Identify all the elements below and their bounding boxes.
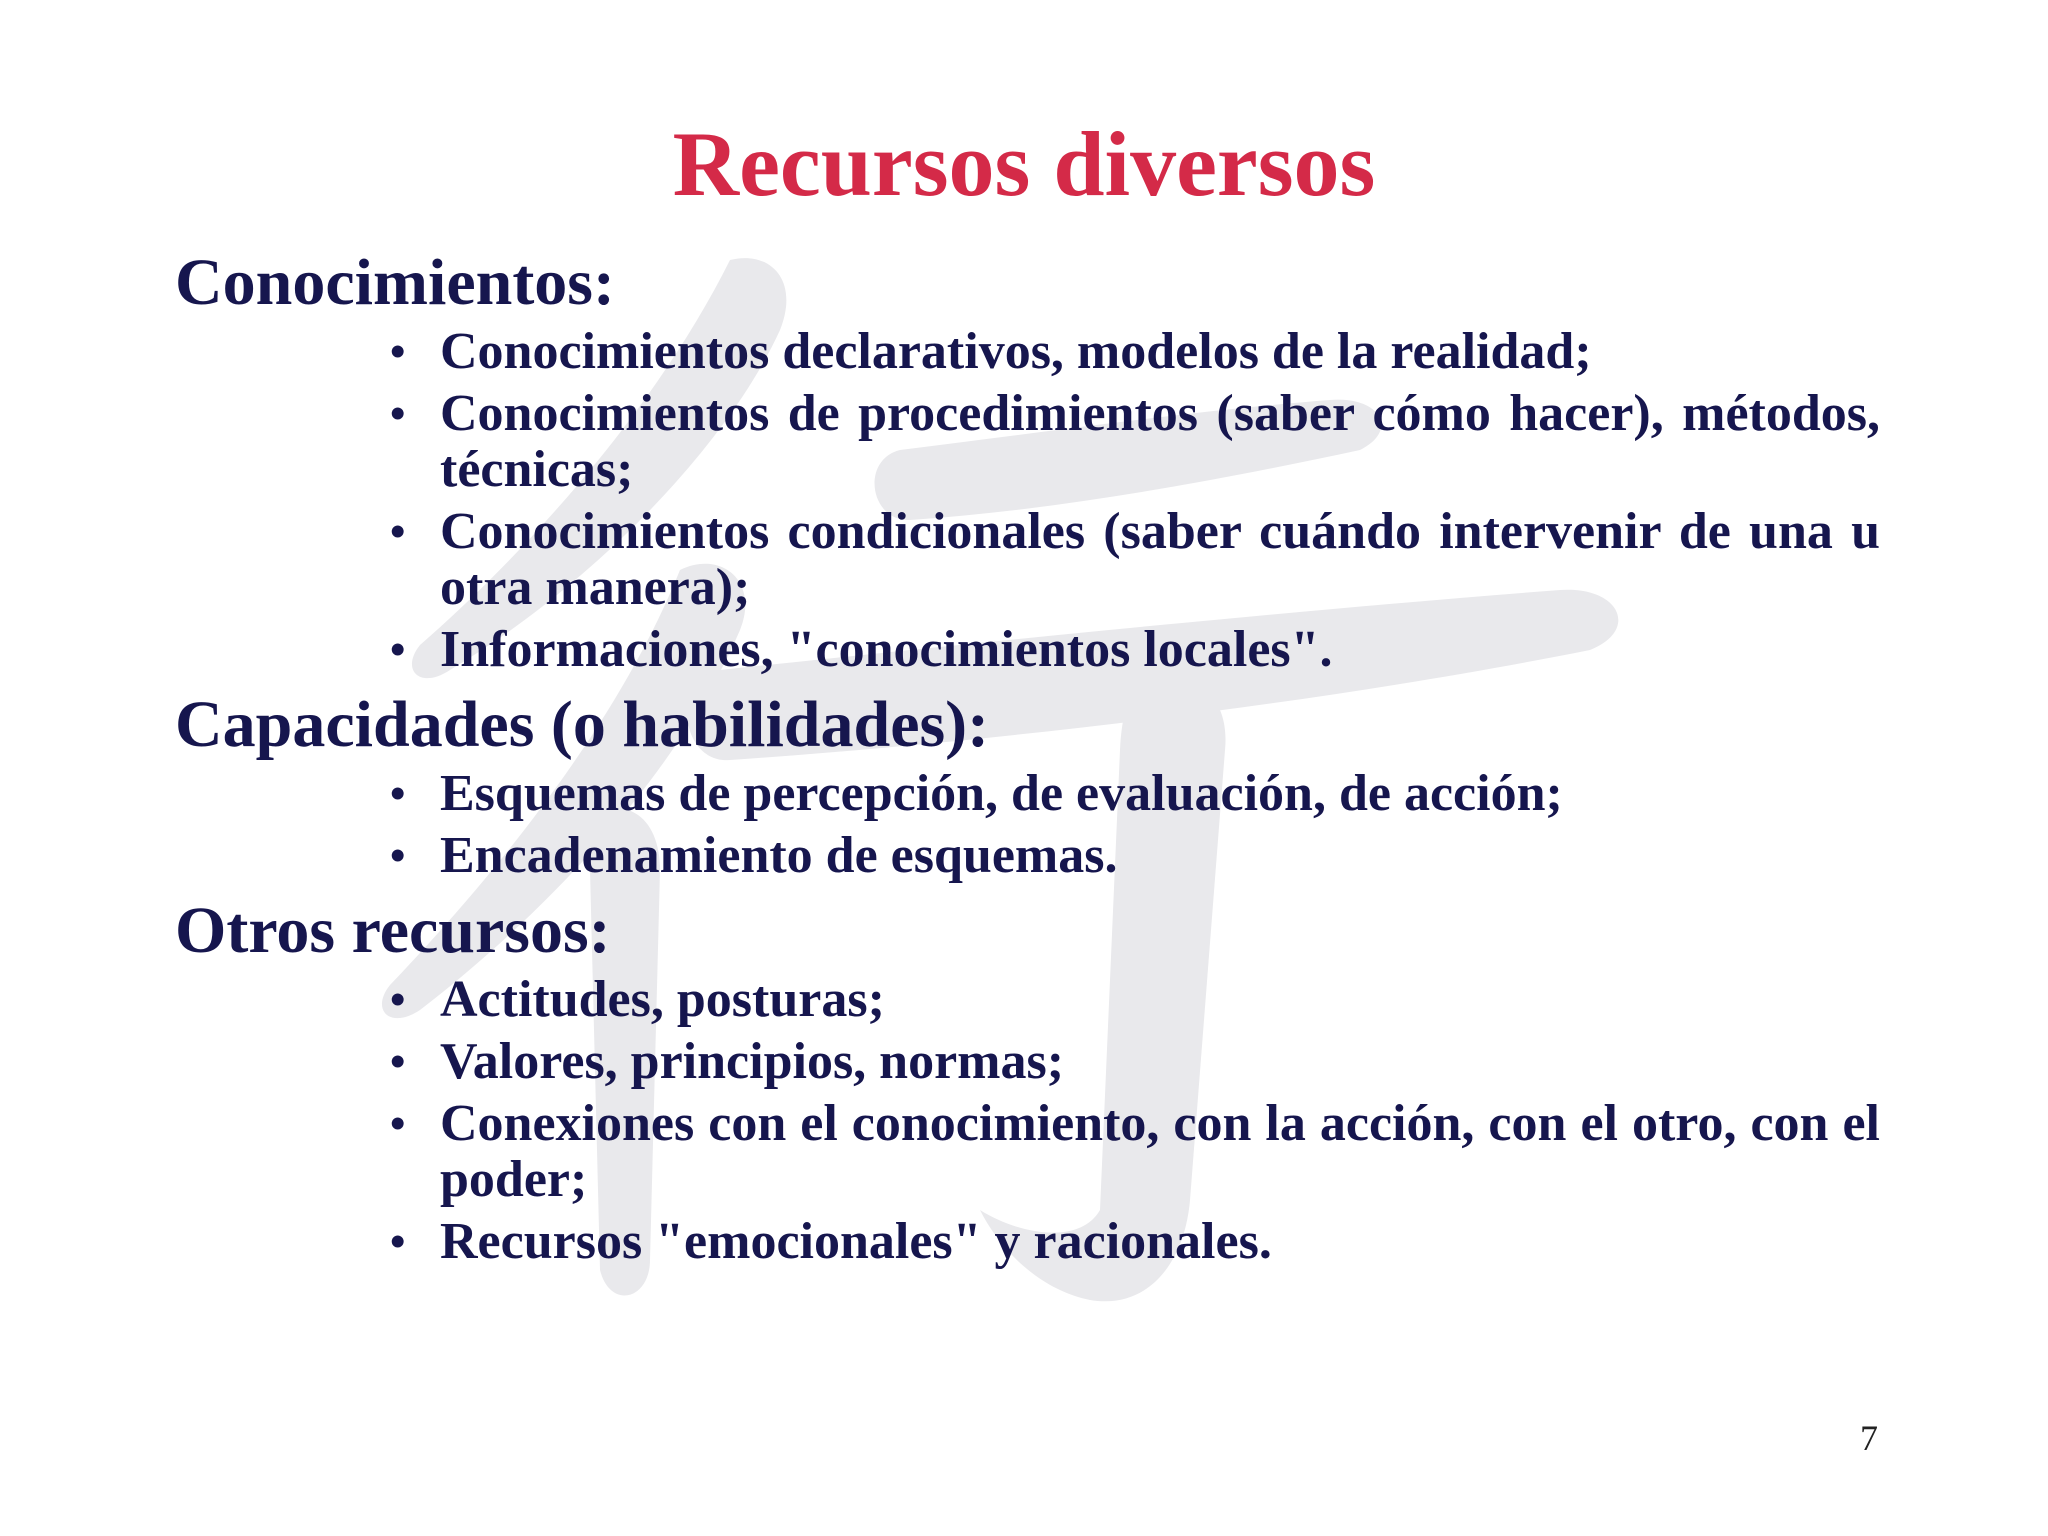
list-item — [390, 1213, 1880, 1270]
bullet-icon: • — [390, 1037, 406, 1086]
bullet-icon: • — [390, 975, 406, 1024]
bullet-icon: • — [390, 507, 406, 556]
section-heading: Conocimientos: — [175, 246, 615, 319]
bullet-list — [175, 324, 1880, 678]
list-item-text: Conocimientos condicionales (saber cuándo intervenir de una u otra manera); — [440, 503, 1880, 616]
list-item-text: Esquemas de percepción, de evaluación, de acción; — [440, 765, 1563, 822]
section-heading: Capacidades (o habilidades): — [175, 688, 990, 761]
list-item — [390, 503, 1880, 616]
list-item — [390, 385, 1880, 498]
bullet-list — [175, 972, 1880, 1270]
list-item — [390, 765, 1880, 822]
list-item — [390, 621, 1880, 678]
bullet-icon: • — [390, 769, 406, 818]
list-item-text: Conocimientos declarativos, modelos de la realidad; — [440, 323, 1592, 380]
bullet-icon: • — [390, 1217, 406, 1266]
slide-title: Recursos diversos — [672, 113, 1376, 215]
list-item — [390, 827, 1880, 884]
list-item-text: Actitudes, posturas; — [440, 971, 885, 1028]
section-capacidades — [175, 690, 1880, 884]
bullet-icon: • — [390, 327, 406, 376]
list-item — [390, 1033, 1880, 1090]
list-item-text: Conocimientos de procedimientos (saber cómo hacer), métodos, técnicas; — [440, 385, 1880, 498]
slide-content — [175, 248, 1880, 1270]
list-item-text: Encadenamiento de esquemas. — [440, 827, 1118, 884]
section-conocimientos — [175, 248, 1880, 678]
list-item — [390, 971, 1880, 1028]
list-item — [390, 1095, 1880, 1208]
bullet-list — [175, 766, 1880, 884]
list-item-text: Valores, principios, normas; — [440, 1033, 1065, 1090]
section-otros-recursos — [175, 896, 1880, 1270]
bullet-icon: • — [390, 625, 406, 674]
bullet-icon: • — [390, 831, 406, 880]
section-heading: Otros recursos: — [175, 894, 611, 967]
list-item — [390, 323, 1880, 380]
bullet-icon: • — [390, 389, 406, 438]
list-item-text: Conexiones con el conocimiento, con la acción, con el otro, con el poder; — [440, 1095, 1880, 1208]
list-item-text: Recursos "emocionales" y racionales. — [440, 1213, 1272, 1270]
bullet-icon: • — [390, 1099, 406, 1148]
page-number: 7 — [1860, 1418, 1878, 1458]
list-item-text: Informaciones, "conocimientos locales". — [440, 621, 1333, 678]
